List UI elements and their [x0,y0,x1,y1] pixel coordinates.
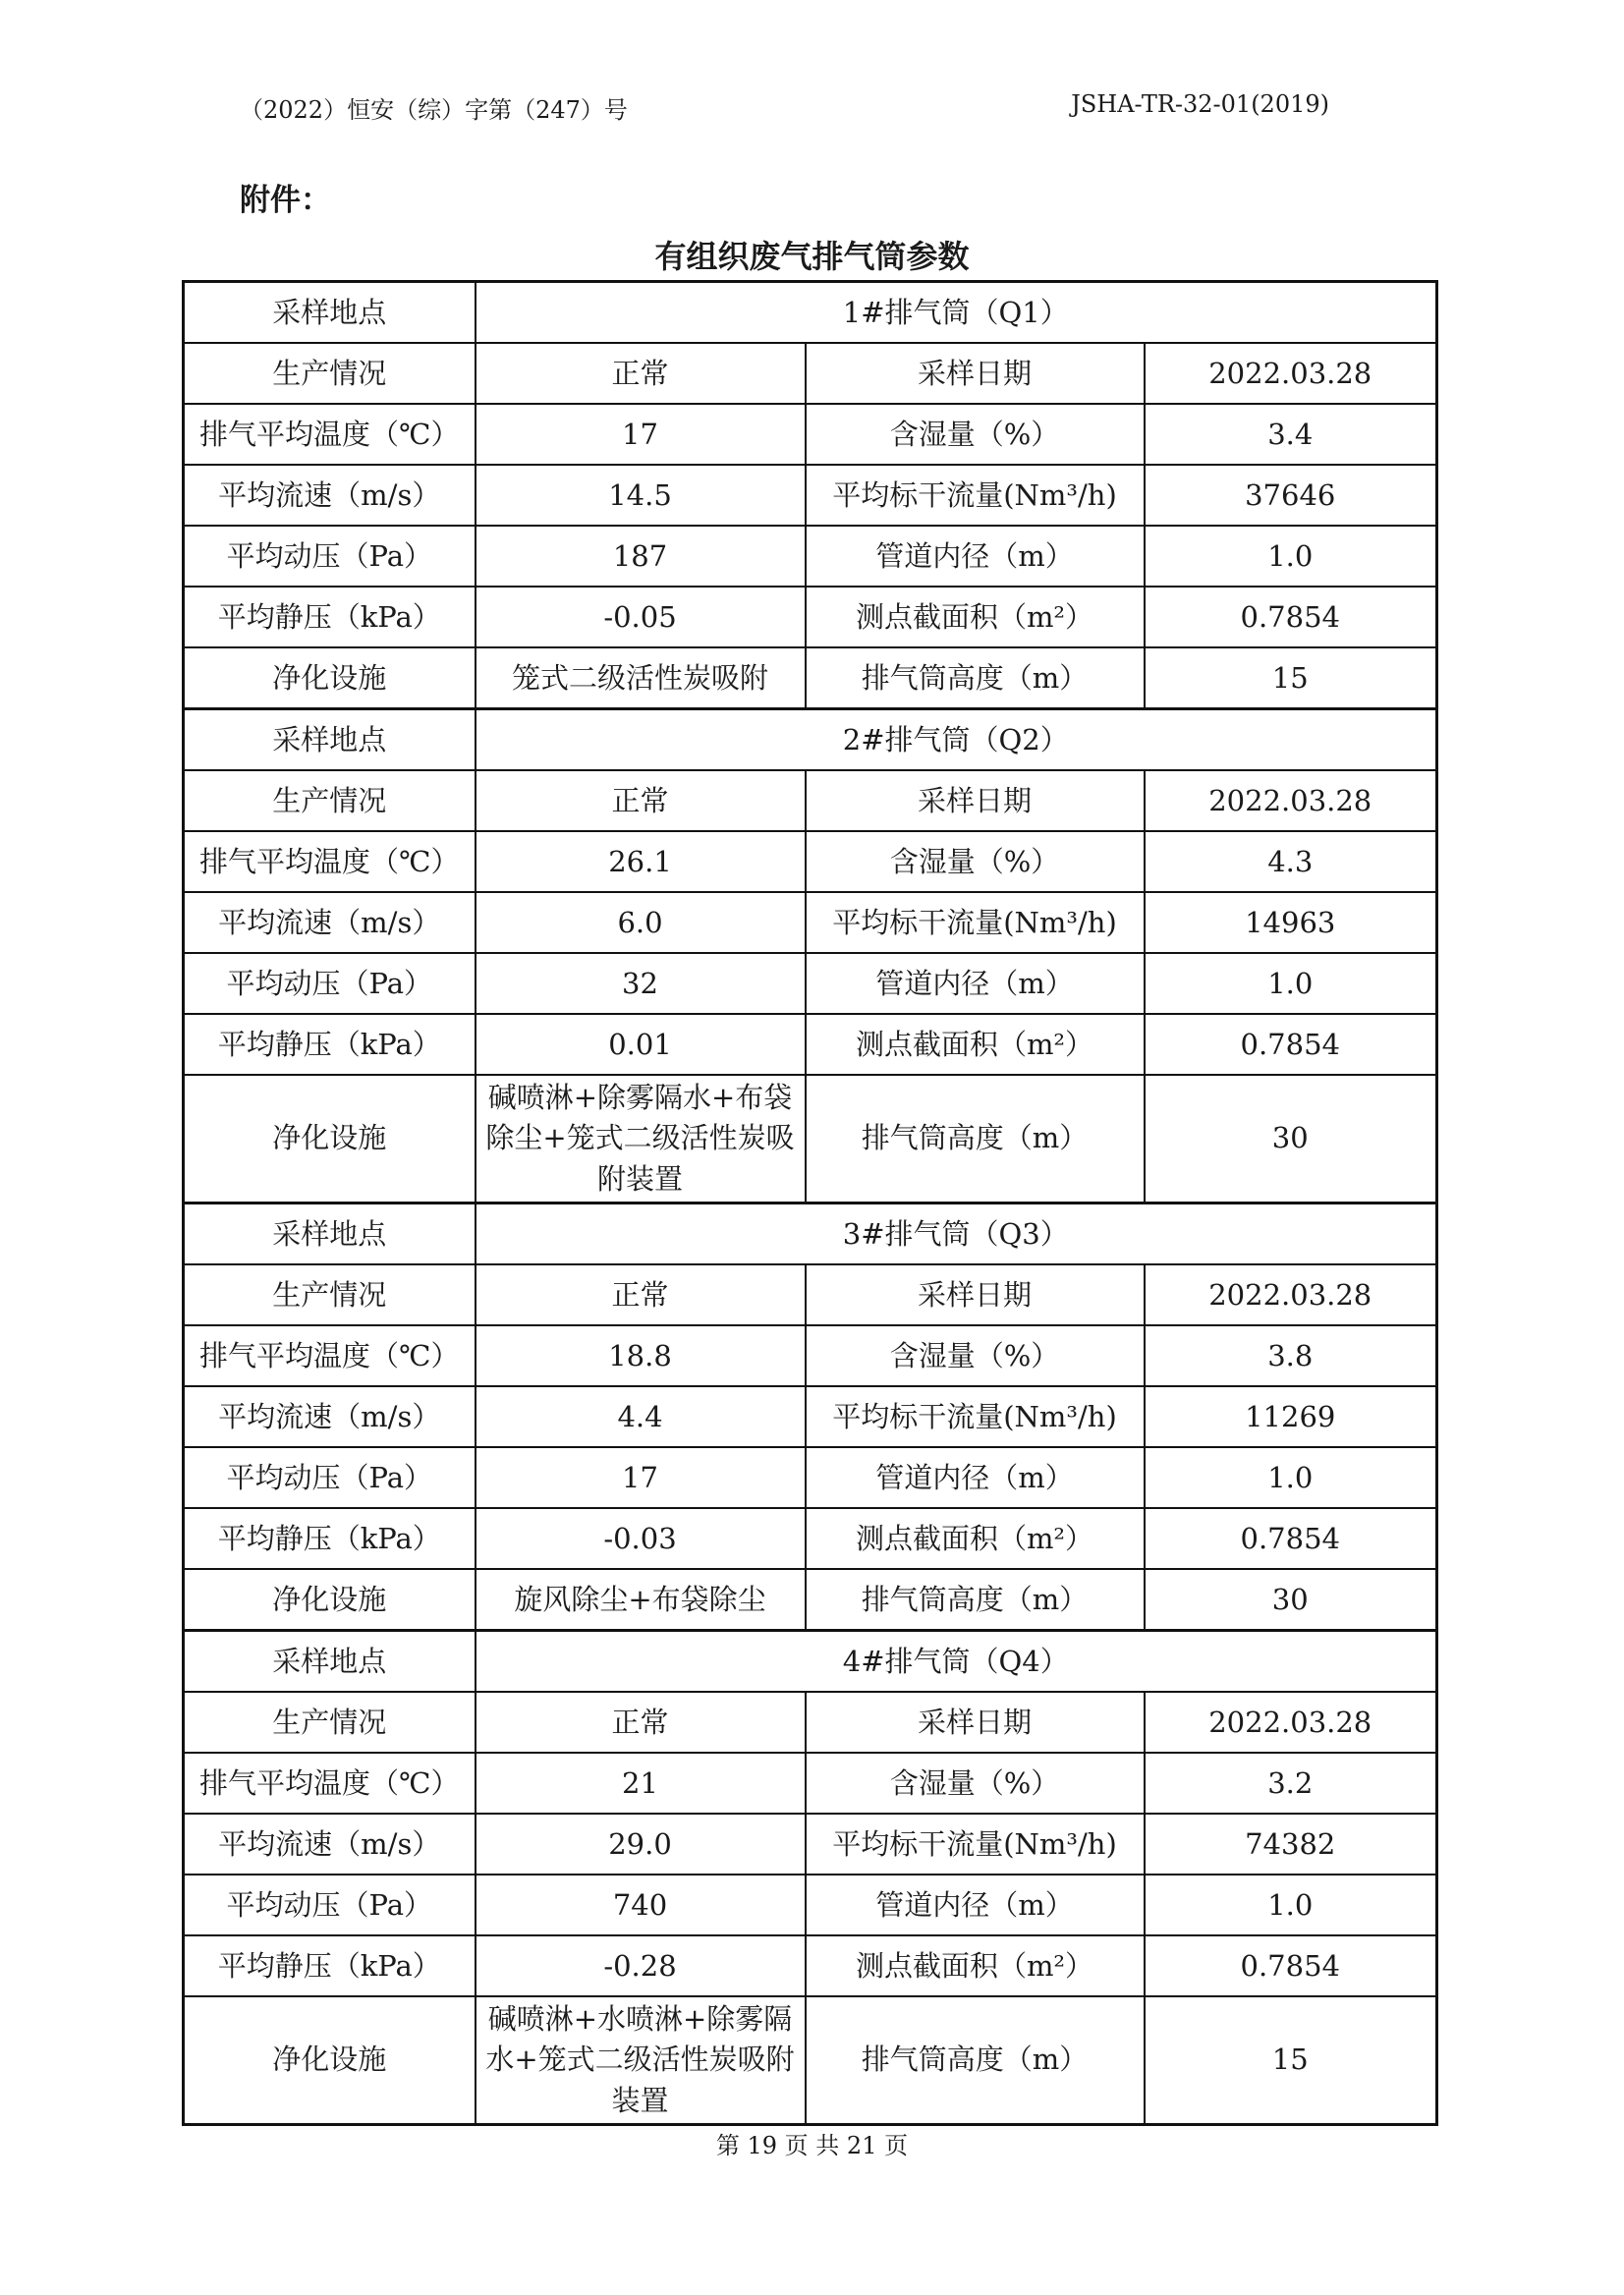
table-row [184,892,1437,953]
stack-height-label: 排气筒高度（m） [806,1996,1145,2125]
avg-temperature-label: 排气平均温度（℃） [184,404,476,465]
report-number: （2022）恒安（综）字第（247）号 [240,96,628,124]
table-row [184,647,1437,709]
avg-temperature-label: 排气平均温度（℃） [184,1753,476,1814]
production-status-value: 正常 [476,770,806,831]
table-row [184,465,1437,526]
duct-diameter-value: 1.0 [1145,526,1437,587]
sampling-date-value: 2022.03.28 [1145,343,1437,404]
production-status-label: 生产情况 [184,1692,476,1753]
dynamic-pressure-label: 平均动压（Pa） [184,1447,476,1508]
dynamic-pressure-value: 740 [476,1875,806,1935]
moisture-label: 含湿量（%） [806,1753,1145,1814]
std-dry-flow-label: 平均标干流量(Nm³/h) [806,1814,1145,1875]
dynamic-pressure-value: 187 [476,526,806,587]
production-status-label: 生产情况 [184,1264,476,1325]
stack-height-value: 30 [1145,1075,1437,1203]
sampling-date-label: 采样日期 [806,770,1145,831]
section-area-label: 测点截面积（m²） [806,1935,1145,1996]
duct-diameter-value: 1.0 [1145,953,1437,1014]
purification-value: 笼式二级活性炭吸附 [476,647,806,709]
section-area-label: 测点截面积（m²） [806,1508,1145,1569]
table-row [184,1203,1437,1265]
table-row [184,1386,1437,1447]
stack-name: 4#排气筒（Q4） [476,1631,1437,1693]
table-row [184,1875,1437,1935]
table-row [184,770,1437,831]
duct-diameter-label: 管道内径（m） [806,953,1145,1014]
table-row [184,709,1437,771]
std-dry-flow-label: 平均标干流量(Nm³/h) [806,465,1145,526]
std-dry-flow-label: 平均标干流量(Nm³/h) [806,892,1145,953]
static-pressure-label: 平均静压（kPa） [184,1014,476,1075]
stack-height-label: 排气筒高度（m） [806,1075,1145,1203]
table-row [184,1935,1437,1996]
purification-label: 净化设施 [184,647,476,709]
stack-name: 1#排气筒（Q1） [476,282,1437,344]
table-row [184,831,1437,892]
sampling-site-label: 采样地点 [184,1631,476,1693]
table-row [184,1753,1437,1814]
avg-velocity-label: 平均流速（m/s） [184,892,476,953]
avg-temperature-value: 26.1 [476,831,806,892]
stack-height-value: 30 [1145,1569,1437,1631]
avg-temperature-value: 21 [476,1753,806,1814]
moisture-value: 3.4 [1145,404,1437,465]
stack-height-label: 排气筒高度（m） [806,1569,1145,1631]
sampling-date-label: 采样日期 [806,343,1145,404]
form-code: JSHA-TR-32-01(2019) [1071,90,1329,118]
avg-velocity-value: 4.4 [476,1386,806,1447]
sampling-date-value: 2022.03.28 [1145,1692,1437,1753]
avg-velocity-value: 14.5 [476,465,806,526]
sampling-site-label: 采样地点 [184,282,476,344]
table-row [184,282,1437,344]
table-row [184,1631,1437,1693]
duct-diameter-label: 管道内径（m） [806,1875,1145,1935]
stack-parameters-table [182,280,1438,2126]
std-dry-flow-value: 11269 [1145,1386,1437,1447]
production-status-value: 正常 [476,343,806,404]
production-status-value: 正常 [476,1264,806,1325]
table-row [184,1447,1437,1508]
duct-diameter-value: 1.0 [1145,1447,1437,1508]
sampling-date-value: 2022.03.28 [1145,770,1437,831]
purification-label: 净化设施 [184,1996,476,2125]
std-dry-flow-value: 14963 [1145,892,1437,953]
avg-temperature-label: 排气平均温度（℃） [184,831,476,892]
section-area-label: 测点截面积（m²） [806,1014,1145,1075]
section-area-value: 0.7854 [1145,1014,1437,1075]
dynamic-pressure-value: 17 [476,1447,806,1508]
std-dry-flow-value: 37646 [1145,465,1437,526]
static-pressure-value: -0.05 [476,587,806,647]
static-pressure-label: 平均静压（kPa） [184,1508,476,1569]
avg-velocity-value: 6.0 [476,892,806,953]
table-row [184,1075,1437,1203]
table-row [184,953,1437,1014]
purification-value: 碱喷淋+水喷淋+除雾隔水+笼式二级活性炭吸附装置 [476,1996,806,2125]
table-row [184,1325,1437,1386]
avg-temperature-label: 排气平均温度（℃） [184,1325,476,1386]
moisture-label: 含湿量（%） [806,1325,1145,1386]
sampling-date-label: 采样日期 [806,1692,1145,1753]
sampling-site-label: 采样地点 [184,1203,476,1265]
stack-name: 3#排气筒（Q3） [476,1203,1437,1265]
table-row [184,1014,1437,1075]
moisture-value: 3.8 [1145,1325,1437,1386]
stack-name: 2#排气筒（Q2） [476,709,1437,771]
section-area-value: 0.7854 [1145,1508,1437,1569]
sampling-date-value: 2022.03.28 [1145,1264,1437,1325]
purification-label: 净化设施 [184,1569,476,1631]
stack-height-value: 15 [1145,1996,1437,2125]
duct-diameter-value: 1.0 [1145,1875,1437,1935]
section-area-value: 0.7854 [1145,587,1437,647]
purification-value: 旋风除尘+布袋除尘 [476,1569,806,1631]
moisture-value: 3.2 [1145,1753,1437,1814]
static-pressure-value: -0.28 [476,1935,806,1996]
avg-temperature-value: 17 [476,404,806,465]
table-row [184,1996,1437,2125]
sampling-date-label: 采样日期 [806,1264,1145,1325]
page-number: 第 19 页 共 21 页 [715,2132,909,2159]
attachment-label: 附件： [240,183,331,218]
avg-velocity-label: 平均流速（m/s） [184,1814,476,1875]
duct-diameter-label: 管道内径（m） [806,1447,1145,1508]
production-status-value: 正常 [476,1692,806,1753]
avg-velocity-label: 平均流速（m/s） [184,465,476,526]
table-row [184,343,1437,404]
dynamic-pressure-label: 平均动压（Pa） [184,1875,476,1935]
table-row [184,1692,1437,1753]
moisture-label: 含湿量（%） [806,404,1145,465]
avg-velocity-value: 29.0 [476,1814,806,1875]
table-row [184,1569,1437,1631]
table-row [184,1264,1437,1325]
table-row [184,1508,1437,1569]
table-row [184,526,1437,587]
table-row [184,1814,1437,1875]
moisture-label: 含湿量（%） [806,831,1145,892]
section-area-value: 0.7854 [1145,1935,1437,1996]
static-pressure-label: 平均静压（kPa） [184,1935,476,1996]
sampling-site-label: 采样地点 [184,709,476,771]
avg-velocity-label: 平均流速（m/s） [184,1386,476,1447]
table-title: 有组织废气排气筒参数 [654,238,970,275]
std-dry-flow-label: 平均标干流量(Nm³/h) [806,1386,1145,1447]
stack-height-value: 15 [1145,647,1437,709]
std-dry-flow-value: 74382 [1145,1814,1437,1875]
static-pressure-label: 平均静压（kPa） [184,587,476,647]
dynamic-pressure-label: 平均动压（Pa） [184,953,476,1014]
purification-value: 碱喷淋+除雾隔水+布袋除尘+笼式二级活性炭吸附装置 [476,1075,806,1203]
static-pressure-value: -0.03 [476,1508,806,1569]
avg-temperature-value: 18.8 [476,1325,806,1386]
dynamic-pressure-value: 32 [476,953,806,1014]
moisture-value: 4.3 [1145,831,1437,892]
dynamic-pressure-label: 平均动压（Pa） [184,526,476,587]
duct-diameter-label: 管道内径（m） [806,526,1145,587]
production-status-label: 生产情况 [184,343,476,404]
stack-height-label: 排气筒高度（m） [806,647,1145,709]
table-row [184,404,1437,465]
table-row [184,587,1437,647]
purification-label: 净化设施 [184,1075,476,1203]
section-area-label: 测点截面积（m²） [806,587,1145,647]
static-pressure-value: 0.01 [476,1014,806,1075]
production-status-label: 生产情况 [184,770,476,831]
